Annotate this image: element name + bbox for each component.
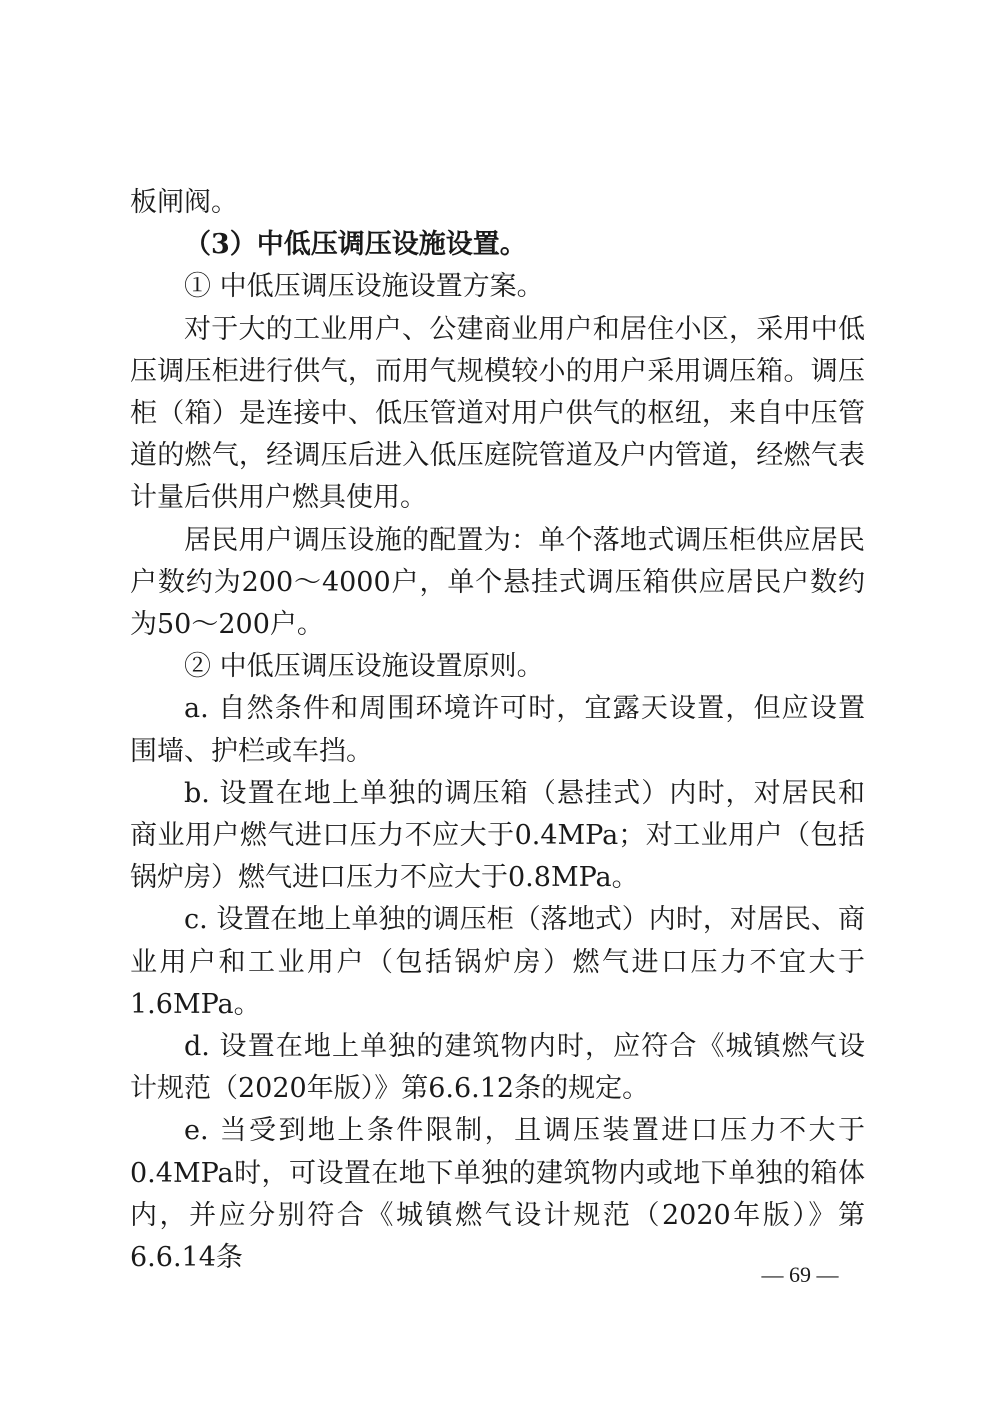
- page-number: — 69 —: [761, 1262, 839, 1287]
- principle-item-c: c. 设置在地上单独的调压柜（落地式）内时，对居民、商业用户和工业用户（包括锅炉房）燃气进口压力不宜大于1.6MPa。: [130, 904, 865, 1020]
- principle-item-b: b. 设置在地上单独的调压箱（悬挂式）内时，对居民和商业用户燃气进口压力不应大于0.4MPa；对工业用户（包括锅炉房）燃气进口压力不应大于0.8MPa。: [130, 777, 865, 894]
- principle-item-e: e. 当受到地上条件限制，且调压装置进口压力不大于0.4MPa时，可设置在地下单独的建筑物内或地下单独的箱体内，并应分别符合《城镇燃气设计规范（2020年版）》第6.6.14条: [130, 1115, 865, 1274]
- paragraph-household-config: 居民用户调压设施的配置为：单个落地式调压柜供应居民户数约为200～4000户，单个悬挂式调压箱供应居民户数约为50～200户。: [130, 524, 865, 641]
- principle-item-a: a. 自然条件和周围环境许可时，宜露天设置，但应设置围墙、护栏或车挡。: [130, 693, 865, 767]
- section-heading: （3）中低压调压设施设置。: [184, 229, 527, 261]
- paragraph-continuation: 板闸阀。: [130, 187, 238, 218]
- principle-item-d: d. 设置在地上单独的建筑物内时，应符合《城镇燃气设计规范（2020年版）》第6.6.12条的规定。: [130, 1031, 865, 1105]
- body-text: [130, 182, 865, 1279]
- subheading-principles: ② 中低压调压设施设置原则。: [184, 651, 544, 683]
- paragraph-scheme-description: 对于大的工业用户、公建商业用户和居住小区，采用中低压调压柜进行供气，而用气规模较小的用户采用调压箱。调压柜（箱）是连接中、低压管道对用户供气的枢纽，来自中压管道的燃气，经调压后进入低压庭院管道及户内管道，经燃气表计量后供用户燃具使用。: [130, 313, 865, 514]
- subheading-scheme: ① 中低压调压设施设置方案。: [184, 271, 544, 303]
